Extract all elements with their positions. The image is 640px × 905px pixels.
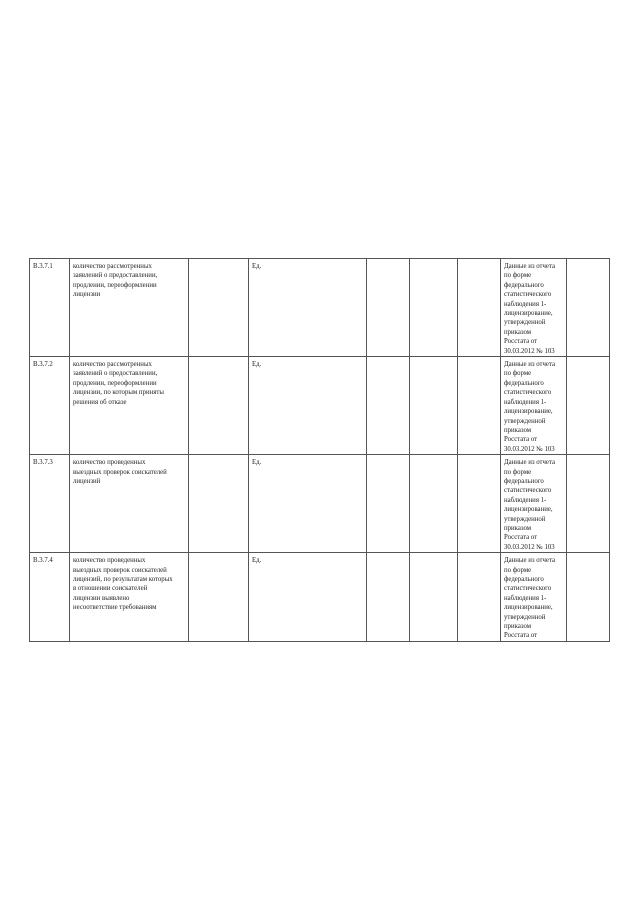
indicator-name: количество рассмотренных заявлений о предоставлении, продлении, переоформлении лицензии, по которым приняты решения об отказе xyxy=(73,361,164,406)
indicator-code: В.3.7.3 xyxy=(33,459,53,467)
unit-cell xyxy=(249,553,367,642)
indicator-code-cell xyxy=(30,259,70,357)
source-cell xyxy=(501,259,567,357)
empty-cell xyxy=(189,553,249,642)
source-text: Данные из отчета по форме федерального статистического наблюдения 1- лицензирование, утвержденной приказом Росстата от 30.03.2012 № 103 xyxy=(504,361,556,453)
indicators-table xyxy=(29,258,610,642)
empty-cell xyxy=(367,553,410,642)
empty-cell xyxy=(567,553,610,642)
empty-cell xyxy=(189,259,249,357)
empty-cell xyxy=(410,455,458,553)
indicator-code-cell xyxy=(30,455,70,553)
empty-cell xyxy=(410,259,458,357)
indicator-code-cell xyxy=(30,553,70,642)
unit-text: Ед. xyxy=(252,557,262,565)
empty-cell xyxy=(410,357,458,455)
empty-cell xyxy=(367,455,410,553)
empty-cell xyxy=(567,357,610,455)
empty-cell xyxy=(367,259,410,357)
source-cell xyxy=(501,455,567,553)
table-row xyxy=(30,455,610,553)
empty-cell xyxy=(458,553,501,642)
indicator-name-cell xyxy=(70,553,189,642)
source-text: Данные из отчета по форме федерального статистического наблюдения 1- лицензирование, утвержденной приказом Росстата от 30.03.2012 № 103 xyxy=(504,459,556,551)
empty-cell xyxy=(189,357,249,455)
empty-cell xyxy=(189,455,249,553)
indicator-code-cell xyxy=(30,357,70,455)
indicator-name-cell xyxy=(70,357,189,455)
unit-text: Ед. xyxy=(252,263,262,270)
unit-text: Ед. xyxy=(252,361,262,369)
indicator-name: количество рассмотренных заявлений о предоставлении, продлении, переоформлении лицензии xyxy=(73,263,158,299)
indicator-code: В.3.7.2 xyxy=(33,361,53,369)
empty-cell xyxy=(567,455,610,553)
indicator-code: В.3.7.1 xyxy=(33,263,53,270)
empty-cell xyxy=(458,357,501,455)
indicator-name: количество проведенных выездных проверок соискателей лицензий xyxy=(73,459,167,485)
indicator-code: В.3.7.4 xyxy=(33,557,53,565)
source-cell xyxy=(501,553,567,642)
source-text: Данные из отчета по форме федерального статистического наблюдения 1- лицензирование, утвержденной приказом Росстата от 30.03.2012 № 103 xyxy=(504,263,556,355)
table-row xyxy=(30,553,610,642)
unit-cell xyxy=(249,259,367,357)
unit-text: Ед. xyxy=(252,459,262,467)
empty-cell xyxy=(458,455,501,553)
indicator-name-cell xyxy=(70,455,189,553)
unit-cell xyxy=(249,357,367,455)
empty-cell xyxy=(367,357,410,455)
empty-cell xyxy=(458,259,501,357)
source-text: Данные из отчета по форме федерального статистического наблюдения 1- лицензирование, утвержденной приказом Росстата от xyxy=(504,557,556,640)
indicator-name: количество проведенных выездных проверок соискателей лицензий, по результатам которых в отношении соискателей лицензии выявлено несоответствие требованиям xyxy=(73,557,173,612)
empty-cell xyxy=(410,553,458,642)
indicator-name-cell xyxy=(70,259,189,357)
source-cell xyxy=(501,357,567,455)
table-row xyxy=(30,259,610,357)
empty-cell xyxy=(567,259,610,357)
unit-cell xyxy=(249,455,367,553)
table-row xyxy=(30,357,610,455)
